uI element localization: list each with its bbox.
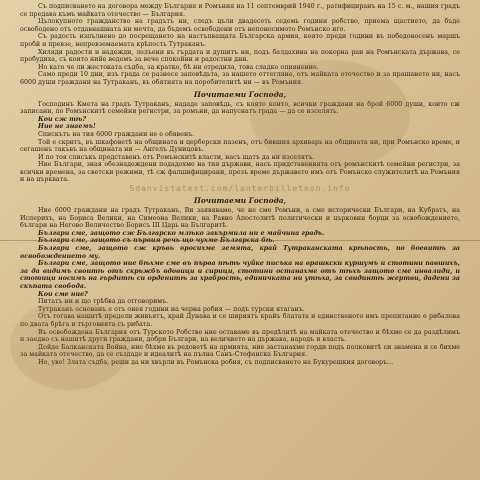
watermark-text: Sdanvistatest.com/lanterbilleteon.info	[129, 184, 351, 194]
paragraph: Тутраканъ основанъ е отъ онея години на черна робия — подъ турски ятаганъ.	[38, 305, 305, 313]
section-heading: Почитаеми Господа,	[193, 89, 287, 99]
paragraph: И по тоя списъкъ представенъ отъ Ромънскитѣ власти, насъ щатъ да ни изселятъ.	[38, 153, 315, 161]
answer: Ние не знаемъ!	[38, 123, 96, 131]
paragraph: Той е скритъ, въ шкафоветѣ на общината и церберски пазенъ, отъ бившия архиварь на общината ни, при Ромънско време, и сегашенъ такъвъ на общината ни — Ангелъ Дуницовъ.	[20, 138, 460, 154]
bold-statement: Българи сме, защото ние бѣхме сме въ първа пѣть чуйке писъка на врашкски куршумъ и стотини павшихъ, за да видимъ своитѣ отъ скрьжбъ вдовици и сирици, стотини останахме отъ тѣхъ защото сме инвалиди, и стотици носимъ на гърдитѣ си орденитѣ за храбрость, единичката ни утѣха, за свидинтѣ жертви, дадени за скъпата свобода.	[20, 260, 460, 290]
paragraph: Ние 6000 граждани на градъ Тутраканъ, Ви заявяваме, че не сме Ромъни, а сме исторически Българи, на Кубратъ, на Исперихъ, на Бориса Велики, на Симеона Велики, на Равно Апостолитѣ политически и църковни борци за освобождението, българи на Негово Величество Борисъ III Царь на Българитѣ.	[20, 207, 460, 230]
paper-stain	[250, 60, 410, 170]
paragraph: Съ подписването на договора между България и Ромъния на 11 септемврий 1940 г., ратифициранъ на 15 с. м., нашия градъ се предава къмъ майката отечество — България.	[20, 3, 460, 18]
paper-stain	[10, 300, 130, 390]
paragraph: Отъ тогава нашитѣ предели живъятъ, край Дунава и се шириятъ крайъ блатата и единственото имъ препитание е рибалова по двата брѣга и търговията съ рибата.	[20, 313, 460, 328]
paragraph: Дойде Балканската Война, ние бѣхме въ редоветѣ на армията, ние застанахме горди подъ полковитѣ си знамена и се бихме за майката отечество, да се създаде и идеалитѣ на пълна Санъ-Стефанска България.	[20, 343, 460, 359]
section-intro	[20, 3, 460, 87]
paragraph: Съ радость изпълнено до посрещането на настъпващата Българска армия, която преди години въ победоносенъ маршъ пробй и превзе, непревземаемата крѣпость Тутраканъ.	[20, 33, 460, 48]
bold-statement: Българи сме, защото сж кръвь оросихме земята, край Тутраканската крѣпость, по боевитѣ за освобождението му.	[20, 245, 460, 260]
bold-statement: Българи сме, защото сж Българско млѣко закърмила ни е майчина градь.	[38, 229, 325, 237]
bold-statement: Българи сме, защото съ първия речь що чухме Българска бѣ.	[38, 237, 275, 245]
paragraph: Питатъ ни и що трѣбва да отговоримъ.	[38, 298, 169, 306]
paragraph: Цълокупното гражданство на градътъ ни, следъ цъли двадесеть седемь години робство, приема щастието, да бъде освободено отъ отдавнашната ни мечта, да бъдемъ освободени отъ непоносимото Ромънско иго.	[20, 18, 460, 33]
fold-line	[0, 240, 480, 241]
paragraph: Но, уво! Злата съдба, реши да ни хвърли въ Ромънска робия, съ подписването на Букурешкия договоръ...	[38, 358, 394, 366]
section-heading: Почитаеми Господа,	[193, 196, 287, 206]
paragraph: Но като че ли жестоката съдба, за кратко, бѣ ни отредила, това сладко опиянение.	[38, 63, 319, 71]
paragraph: Само преди 10 дни, изъ града се разнесе заповѣдьта, за нашето оттегляне, отъ майката отечество и за прашането ни, насъ 6000 души граждани на Тутраканъ, въ обятията на поробителитѣ ни — въ Ромъния.	[20, 71, 460, 86]
paragraph: Ние Българи, зная обезнадеждени подадохме на тия държави, насъ придставенията отъ ромънскитѣ семейни регистри, за всички времена, за светски режими, тѣ сж фалшифицирани, презъ време държавето имъ отъ Ромънско служителитѣ на Ромъния и на църквата.	[20, 161, 460, 184]
question: Кои сме ние?	[38, 290, 88, 298]
paragraph: Господинъ Кмета на градъ Тутраканъ, нададе заповѣдь, съ която които, всички граждани на брой 6000 души, които сж записани, по Ромънскитѣ семейни регистри, за ромъни, да напуснатъ града — да се изселять.	[20, 100, 460, 116]
paragraph: Хиляди радости и надежди, лелъени въ гърдата и душитъ ни, подъ балдахина на покорна раи на Ромънската държава, се пробудиха, съ които нийе ведемъ за вече спокойни и радостни дни.	[20, 48, 460, 64]
paragraph: Въ освобождена България отъ Турското Робство ние оставаме въ предѣлитѣ на майката отечество и бѣхме се да раздѣлимъ и заедно съ нашитѣ други граждани, добри Българи, на величието на държава, народъ и власть.	[20, 328, 460, 344]
question: Кои сж тѣ?	[38, 115, 87, 123]
paragraph: Спискътъ на тия 6000 граждани не е обявенъ.	[38, 130, 195, 138]
